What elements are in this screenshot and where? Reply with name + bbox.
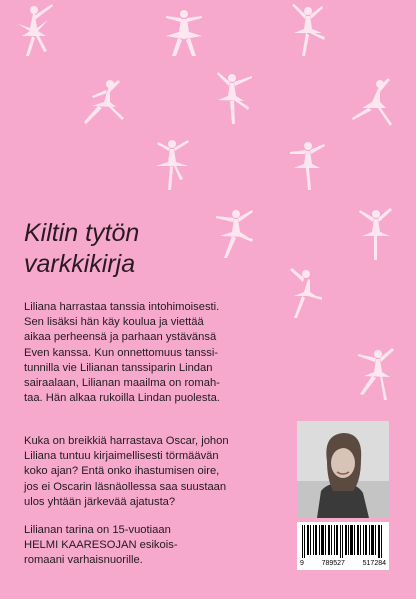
ballerina-icon xyxy=(162,6,206,62)
text-line: taa. Hän alkaa rukoilla Lindan puolesta. xyxy=(24,392,220,405)
text-line: HELMI KAARESOJAN esikois- xyxy=(24,539,178,552)
text-line: jos ei Oscarin läsnäollessa saa suustaan xyxy=(24,480,227,493)
text-line: tunnilla vie Lilianan tanssiparin Lindan xyxy=(24,361,213,374)
ballerina-icon xyxy=(286,136,330,192)
text-line: Kuka on breikkiä harrastava Oscar, johon xyxy=(24,435,229,447)
isbn-number xyxy=(297,560,389,567)
ballerina-icon xyxy=(82,76,126,132)
isbn-group-1: 789527 xyxy=(321,560,345,567)
book-title xyxy=(24,218,139,280)
text-line: koko ajan? Entä onko ihastumisen oire, xyxy=(24,465,220,478)
text-line: Sen lisäksi hän käy koulua ja viettää xyxy=(24,316,204,329)
text-line: Even kanssa. Kun onnettomuus tanssi- xyxy=(24,346,219,359)
author-photo xyxy=(297,421,389,518)
ballerina-icon xyxy=(286,2,330,58)
isbn-group-2: 517284 xyxy=(362,560,386,567)
title-line: Kiltin tytön xyxy=(24,219,140,247)
author-portrait-image xyxy=(297,421,389,518)
text-line: Lilianan tarina on 15-vuotiaan xyxy=(24,524,171,536)
ballerina-icon xyxy=(12,2,56,58)
ballerina-icon xyxy=(212,206,256,262)
blurb-paragraph-1 xyxy=(24,300,274,406)
ballerina-icon xyxy=(150,136,194,192)
text-line: ulos yhtään järkevää ajatusta? xyxy=(24,495,176,508)
ballerina-icon xyxy=(282,266,326,322)
text-line: romaani varhaisnuorille. xyxy=(24,554,143,567)
author-note xyxy=(24,523,274,569)
text-line: aikaa perheensä ja parhaan ystävänsä xyxy=(24,331,217,344)
text-line: Liliana harrastaa tanssia intohimoisesti. xyxy=(24,301,220,313)
blurb-paragraph-2 xyxy=(24,434,274,510)
barcode-icon xyxy=(299,525,387,558)
isbn-barcode xyxy=(297,522,389,570)
ballerina-icon xyxy=(212,70,256,126)
title-line: varkkikirja xyxy=(24,250,136,278)
text-line: Liliana tuntuu kirjaimellisesti törmäävän xyxy=(24,450,219,463)
ballerina-icon xyxy=(354,206,398,262)
text-line: sairaalaan, Lilianan maailma on romah- xyxy=(24,377,220,390)
ballerina-icon xyxy=(350,76,394,132)
isbn-prefix: 9 xyxy=(300,560,304,567)
ballerina-icon xyxy=(354,346,398,402)
